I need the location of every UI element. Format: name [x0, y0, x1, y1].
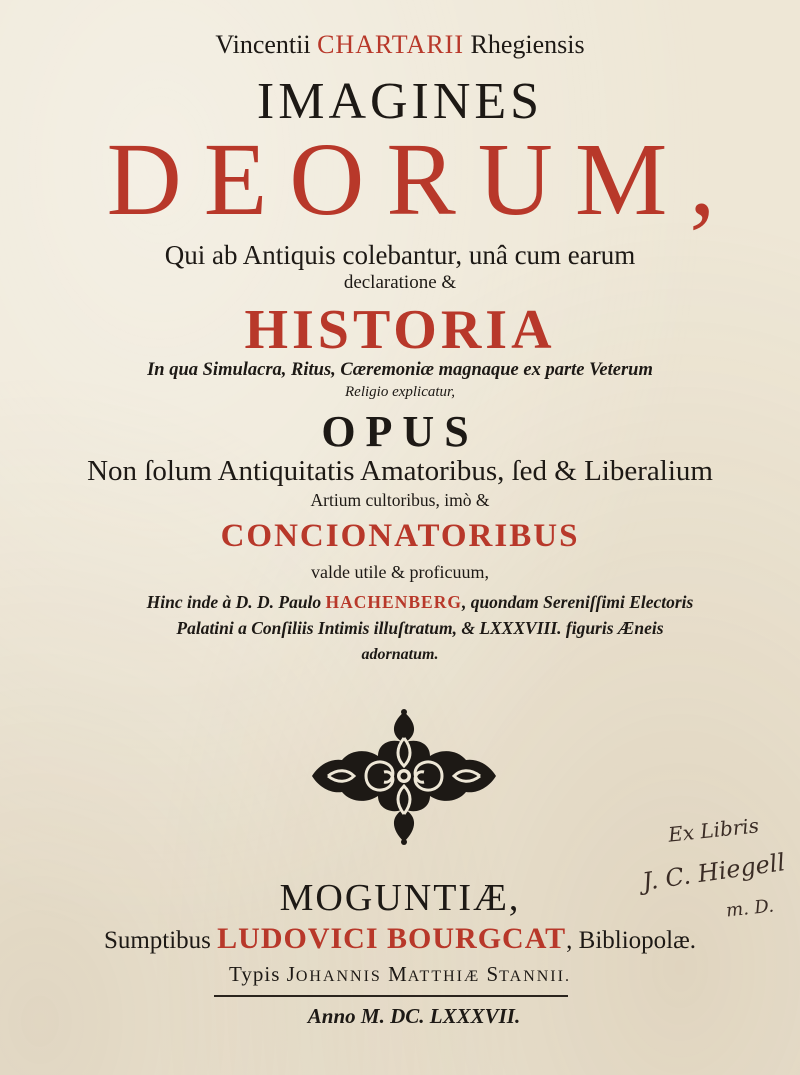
imprint-city: MOGUNTIÆ, — [279, 877, 521, 919]
publisher-name: LUDOVICI BOURGCAT — [217, 922, 567, 955]
subtitle-line-2: declaratione & — [343, 272, 457, 293]
inscription-line-3: m. D. — [725, 895, 775, 922]
printer-part-1: Typis J — [229, 962, 296, 986]
title-concionatoribus: CONCIONATORIBUS — [220, 518, 580, 554]
description-line-2: Religio explicatur, — [345, 384, 455, 400]
author-name: CHARTARII — [317, 30, 464, 59]
imprint-rule — [214, 995, 568, 997]
printer-part-6: TANNII. — [499, 968, 571, 985]
editor-suffix: , quondam Sereniſſimi Electoris — [461, 592, 694, 612]
inscription-line-2: J. C. Hiegell — [640, 848, 787, 896]
author-prefix: Vincentii — [215, 30, 318, 59]
imprint-publisher — [0, 922, 800, 956]
inscription-line-1: Ex Libris — [666, 813, 760, 847]
title-imagines: IMAGINES — [256, 73, 544, 130]
printer-part-4: ATTHIÆ — [407, 968, 481, 985]
description-line-1: In qua Simulacra, Ritus, Cæremoniæ magnaque ex parte Veterum — [147, 360, 653, 380]
publisher-suffix: , Bibliopolæ. — [566, 927, 697, 954]
title-historia: HISTORIA — [244, 299, 556, 361]
title-deorum: DEORUM, — [106, 122, 738, 237]
printer-part-2: OHANNIS — [295, 968, 382, 985]
editor-name: HACHENBERG — [325, 592, 462, 612]
printer-part-5: S — [480, 962, 500, 986]
audience-line-1: Non ſolum Antiquitatis Amatoribus, ſed & Liberalium — [87, 455, 713, 487]
printer-part-3: M — [381, 962, 408, 986]
imprint-year: Anno M. DC. LXXXVII. — [307, 1004, 521, 1028]
editor-line-3: adornatum. — [361, 646, 439, 663]
title-opus: OPUS — [321, 407, 479, 456]
publisher-prefix: Sumptibus — [103, 927, 218, 954]
imprint-printer — [0, 962, 800, 987]
author-suffix: Rhegiensis — [464, 30, 585, 59]
editor-prefix: Hinc inde à D. D. Paulo — [146, 592, 326, 612]
author-line — [0, 30, 800, 60]
subtitle-line-1: Qui ab Antiquis colebantur, unâ cum earum — [164, 240, 636, 270]
audience-line-3: valde utile & proficuum, — [311, 562, 489, 582]
editor-line-1 — [0, 592, 800, 613]
printer-ornament-icon — [306, 708, 502, 846]
audience-line-2: Artium cultoribus, imò & — [310, 490, 490, 510]
editor-line-2: Palatini a Conſiliis Intimis illuſtratum, & LXXXVIII. figuris Æneis — [176, 618, 664, 638]
